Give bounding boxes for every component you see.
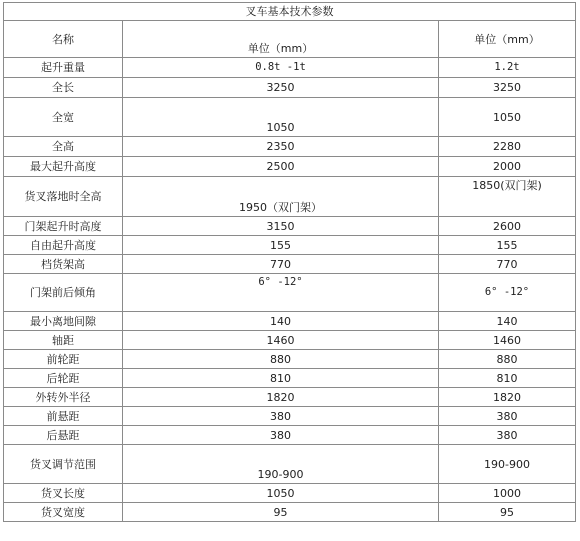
row-name: 后轮距: [4, 369, 123, 388]
table-row: [4, 98, 576, 137]
row-value-a: 95: [123, 503, 439, 522]
row-value-a: 1950（双门架）: [123, 177, 439, 217]
table-row: [4, 157, 576, 177]
row-name: 最大起升高度: [4, 157, 123, 177]
table-row: [4, 137, 576, 157]
row-value-b: 380: [439, 407, 576, 426]
table-row: [4, 312, 576, 331]
table-row: [4, 350, 576, 369]
row-value-a: 770: [123, 255, 439, 274]
table-row: [4, 78, 576, 98]
row-name: 后悬距: [4, 426, 123, 445]
row-value-b: 380: [439, 426, 576, 445]
row-value-b: 1.2t: [439, 58, 576, 78]
row-value-a: 3150: [123, 217, 439, 236]
row-value-a: 1050: [123, 484, 439, 503]
header-col-b: 单位（mm）: [439, 21, 576, 58]
row-value-b: 6° -12°: [439, 274, 576, 312]
row-value-a: 2500: [123, 157, 439, 177]
table-row: [4, 177, 576, 217]
row-name: 前悬距: [4, 407, 123, 426]
row-value-b: 1460: [439, 331, 576, 350]
row-value-b: 1050: [439, 98, 576, 137]
table-row: [4, 274, 576, 312]
row-name: 货叉宽度: [4, 503, 123, 522]
row-name: 轴距: [4, 331, 123, 350]
table-row: [4, 407, 576, 426]
row-name: 货叉调节范围: [4, 445, 123, 484]
row-name: 全宽: [4, 98, 123, 137]
row-value-b: 1850(双门架): [439, 177, 576, 217]
table-row: [4, 369, 576, 388]
row-value-b: 95: [439, 503, 576, 522]
table-row: [4, 217, 576, 236]
header-name: 名称: [4, 21, 123, 58]
row-name: 外转外半径: [4, 388, 123, 407]
row-value-a: 6° -12°: [123, 274, 439, 312]
row-value-a: 810: [123, 369, 439, 388]
row-name: 档货架高: [4, 255, 123, 274]
row-value-b: 190-900: [439, 445, 576, 484]
table-row: [4, 445, 576, 484]
table-title: 叉车基本技术参数: [4, 3, 576, 21]
row-value-a: 3250: [123, 78, 439, 98]
row-value-b: 2280: [439, 137, 576, 157]
table-row: [4, 58, 576, 78]
row-value-b: 155: [439, 236, 576, 255]
row-name: 货叉长度: [4, 484, 123, 503]
table-row: [4, 255, 576, 274]
table-row: [4, 503, 576, 522]
row-value-a: 0.8t -1t: [123, 58, 439, 78]
row-value-b: 810: [439, 369, 576, 388]
row-name: 门架起升时高度: [4, 217, 123, 236]
row-value-b: 2600: [439, 217, 576, 236]
table-row: [4, 484, 576, 503]
row-value-a: 140: [123, 312, 439, 331]
row-value-a: 380: [123, 426, 439, 445]
row-name: 全高: [4, 137, 123, 157]
row-value-b: 2000: [439, 157, 576, 177]
table-row: [4, 236, 576, 255]
row-value-b: 770: [439, 255, 576, 274]
row-value-b: 880: [439, 350, 576, 369]
row-value-b: 140: [439, 312, 576, 331]
row-value-a: 2350: [123, 137, 439, 157]
header-col-a: 单位（mm）: [123, 21, 439, 58]
row-name: 前轮距: [4, 350, 123, 369]
spec-table: [3, 2, 576, 522]
row-value-a: 1820: [123, 388, 439, 407]
row-name: 货叉落地时全高: [4, 177, 123, 217]
row-name: 全长: [4, 78, 123, 98]
row-value-a: 155: [123, 236, 439, 255]
row-name: 起升重量: [4, 58, 123, 78]
row-value-a: 880: [123, 350, 439, 369]
table-row: [4, 388, 576, 407]
table-title-row: [4, 3, 576, 21]
row-name: 最小离地间隙: [4, 312, 123, 331]
table-header-row: [4, 21, 576, 58]
row-value-b: 1820: [439, 388, 576, 407]
row-value-b: 3250: [439, 78, 576, 98]
row-name: 门架前后倾角: [4, 274, 123, 312]
row-value-a: 1050: [123, 98, 439, 137]
table-row: [4, 331, 576, 350]
row-name: 自由起升高度: [4, 236, 123, 255]
row-value-a: 190-900: [123, 445, 439, 484]
row-value-b: 1000: [439, 484, 576, 503]
table-row: [4, 426, 576, 445]
row-value-a: 1460: [123, 331, 439, 350]
row-value-a: 380: [123, 407, 439, 426]
